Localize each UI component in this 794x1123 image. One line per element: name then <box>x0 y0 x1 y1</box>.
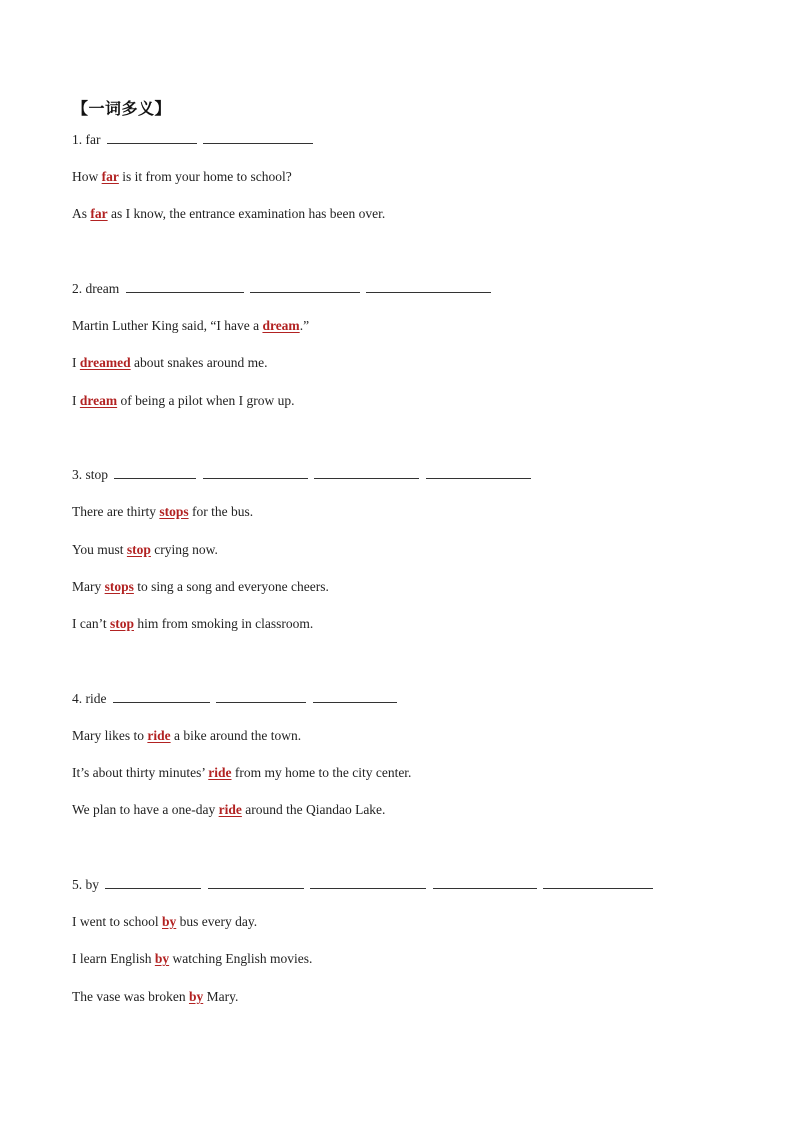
highlighted-word: dreamed <box>79 355 131 370</box>
answer-blank[interactable] <box>543 876 653 889</box>
answer-blank[interactable] <box>366 280 491 293</box>
answer-blank[interactable] <box>105 876 201 889</box>
answer-blank[interactable] <box>250 280 360 293</box>
answer-blank[interactable] <box>426 466 531 479</box>
example-sentence: You must stop crying now. <box>72 542 218 557</box>
item-header <box>72 690 397 708</box>
item-header <box>72 280 491 298</box>
page-title: 【一词多义】 <box>72 99 172 118</box>
highlighted-word: by <box>162 914 177 929</box>
item-word: 3. stop <box>72 467 109 482</box>
example-sentence: It’s about thirty minutes’ ride from my home to the city center. <box>72 765 412 780</box>
item-header <box>72 876 653 894</box>
answer-blank[interactable] <box>313 690 397 703</box>
answer-blank[interactable] <box>113 690 210 703</box>
example-sentence: Mary likes to ride a bike around the town. <box>72 728 302 743</box>
example-sentence: As far as I know, the entrance examination has been over. <box>72 206 386 221</box>
answer-blank[interactable] <box>216 690 306 703</box>
highlighted-word: dream <box>262 318 300 333</box>
highlighted-word: stop <box>109 616 134 631</box>
answer-blank[interactable] <box>126 280 244 293</box>
answer-blank[interactable] <box>433 876 537 889</box>
highlighted-word: far <box>90 206 108 221</box>
example-sentence: How far is it from your home to school? <box>72 169 292 184</box>
highlighted-word: ride <box>218 802 242 817</box>
example-sentence: The vase was broken by Mary. <box>72 989 239 1004</box>
example-sentence: I can’t stop him from smoking in classroom. <box>72 616 314 631</box>
answer-blank[interactable] <box>107 131 197 144</box>
example-sentence: I dreamed about snakes around me. <box>72 355 268 370</box>
highlighted-word: far <box>101 169 119 184</box>
answer-blank[interactable] <box>203 466 308 479</box>
item-word: 5. by <box>72 877 99 892</box>
example-sentence: Martin Luther King said, “I have a dream.” <box>72 318 310 333</box>
answer-blank[interactable] <box>314 466 419 479</box>
item-header <box>72 131 313 149</box>
highlighted-word: stops <box>104 579 134 594</box>
highlighted-word: by <box>188 989 204 1004</box>
highlighted-word: stop <box>126 542 151 557</box>
example-sentence: I went to school by bus every day. <box>72 914 258 929</box>
example-sentence: I dream of being a pilot when I grow up. <box>72 393 295 408</box>
highlighted-word: stops <box>159 504 189 519</box>
highlighted-word: by <box>154 951 170 966</box>
example-sentence: We plan to have a one-day ride around the Qiandao Lake. <box>72 802 386 817</box>
answer-blank[interactable] <box>208 876 304 889</box>
item-word: 2. dream <box>72 281 120 296</box>
example-sentence: There are thirty stops for the bus. <box>72 504 254 519</box>
example-sentence: I learn English by watching English movies. <box>72 951 313 966</box>
highlighted-word: dream <box>79 393 118 408</box>
answer-blank[interactable] <box>203 131 313 144</box>
answer-blank[interactable] <box>310 876 426 889</box>
highlighted-word: ride <box>208 765 232 780</box>
highlighted-word: ride <box>147 728 171 743</box>
item-header <box>72 466 531 484</box>
item-word: 1. far <box>72 132 101 147</box>
item-word: 4. ride <box>72 691 107 706</box>
example-sentence: Mary stops to sing a song and everyone cheers. <box>72 579 329 594</box>
answer-blank[interactable] <box>114 466 196 479</box>
